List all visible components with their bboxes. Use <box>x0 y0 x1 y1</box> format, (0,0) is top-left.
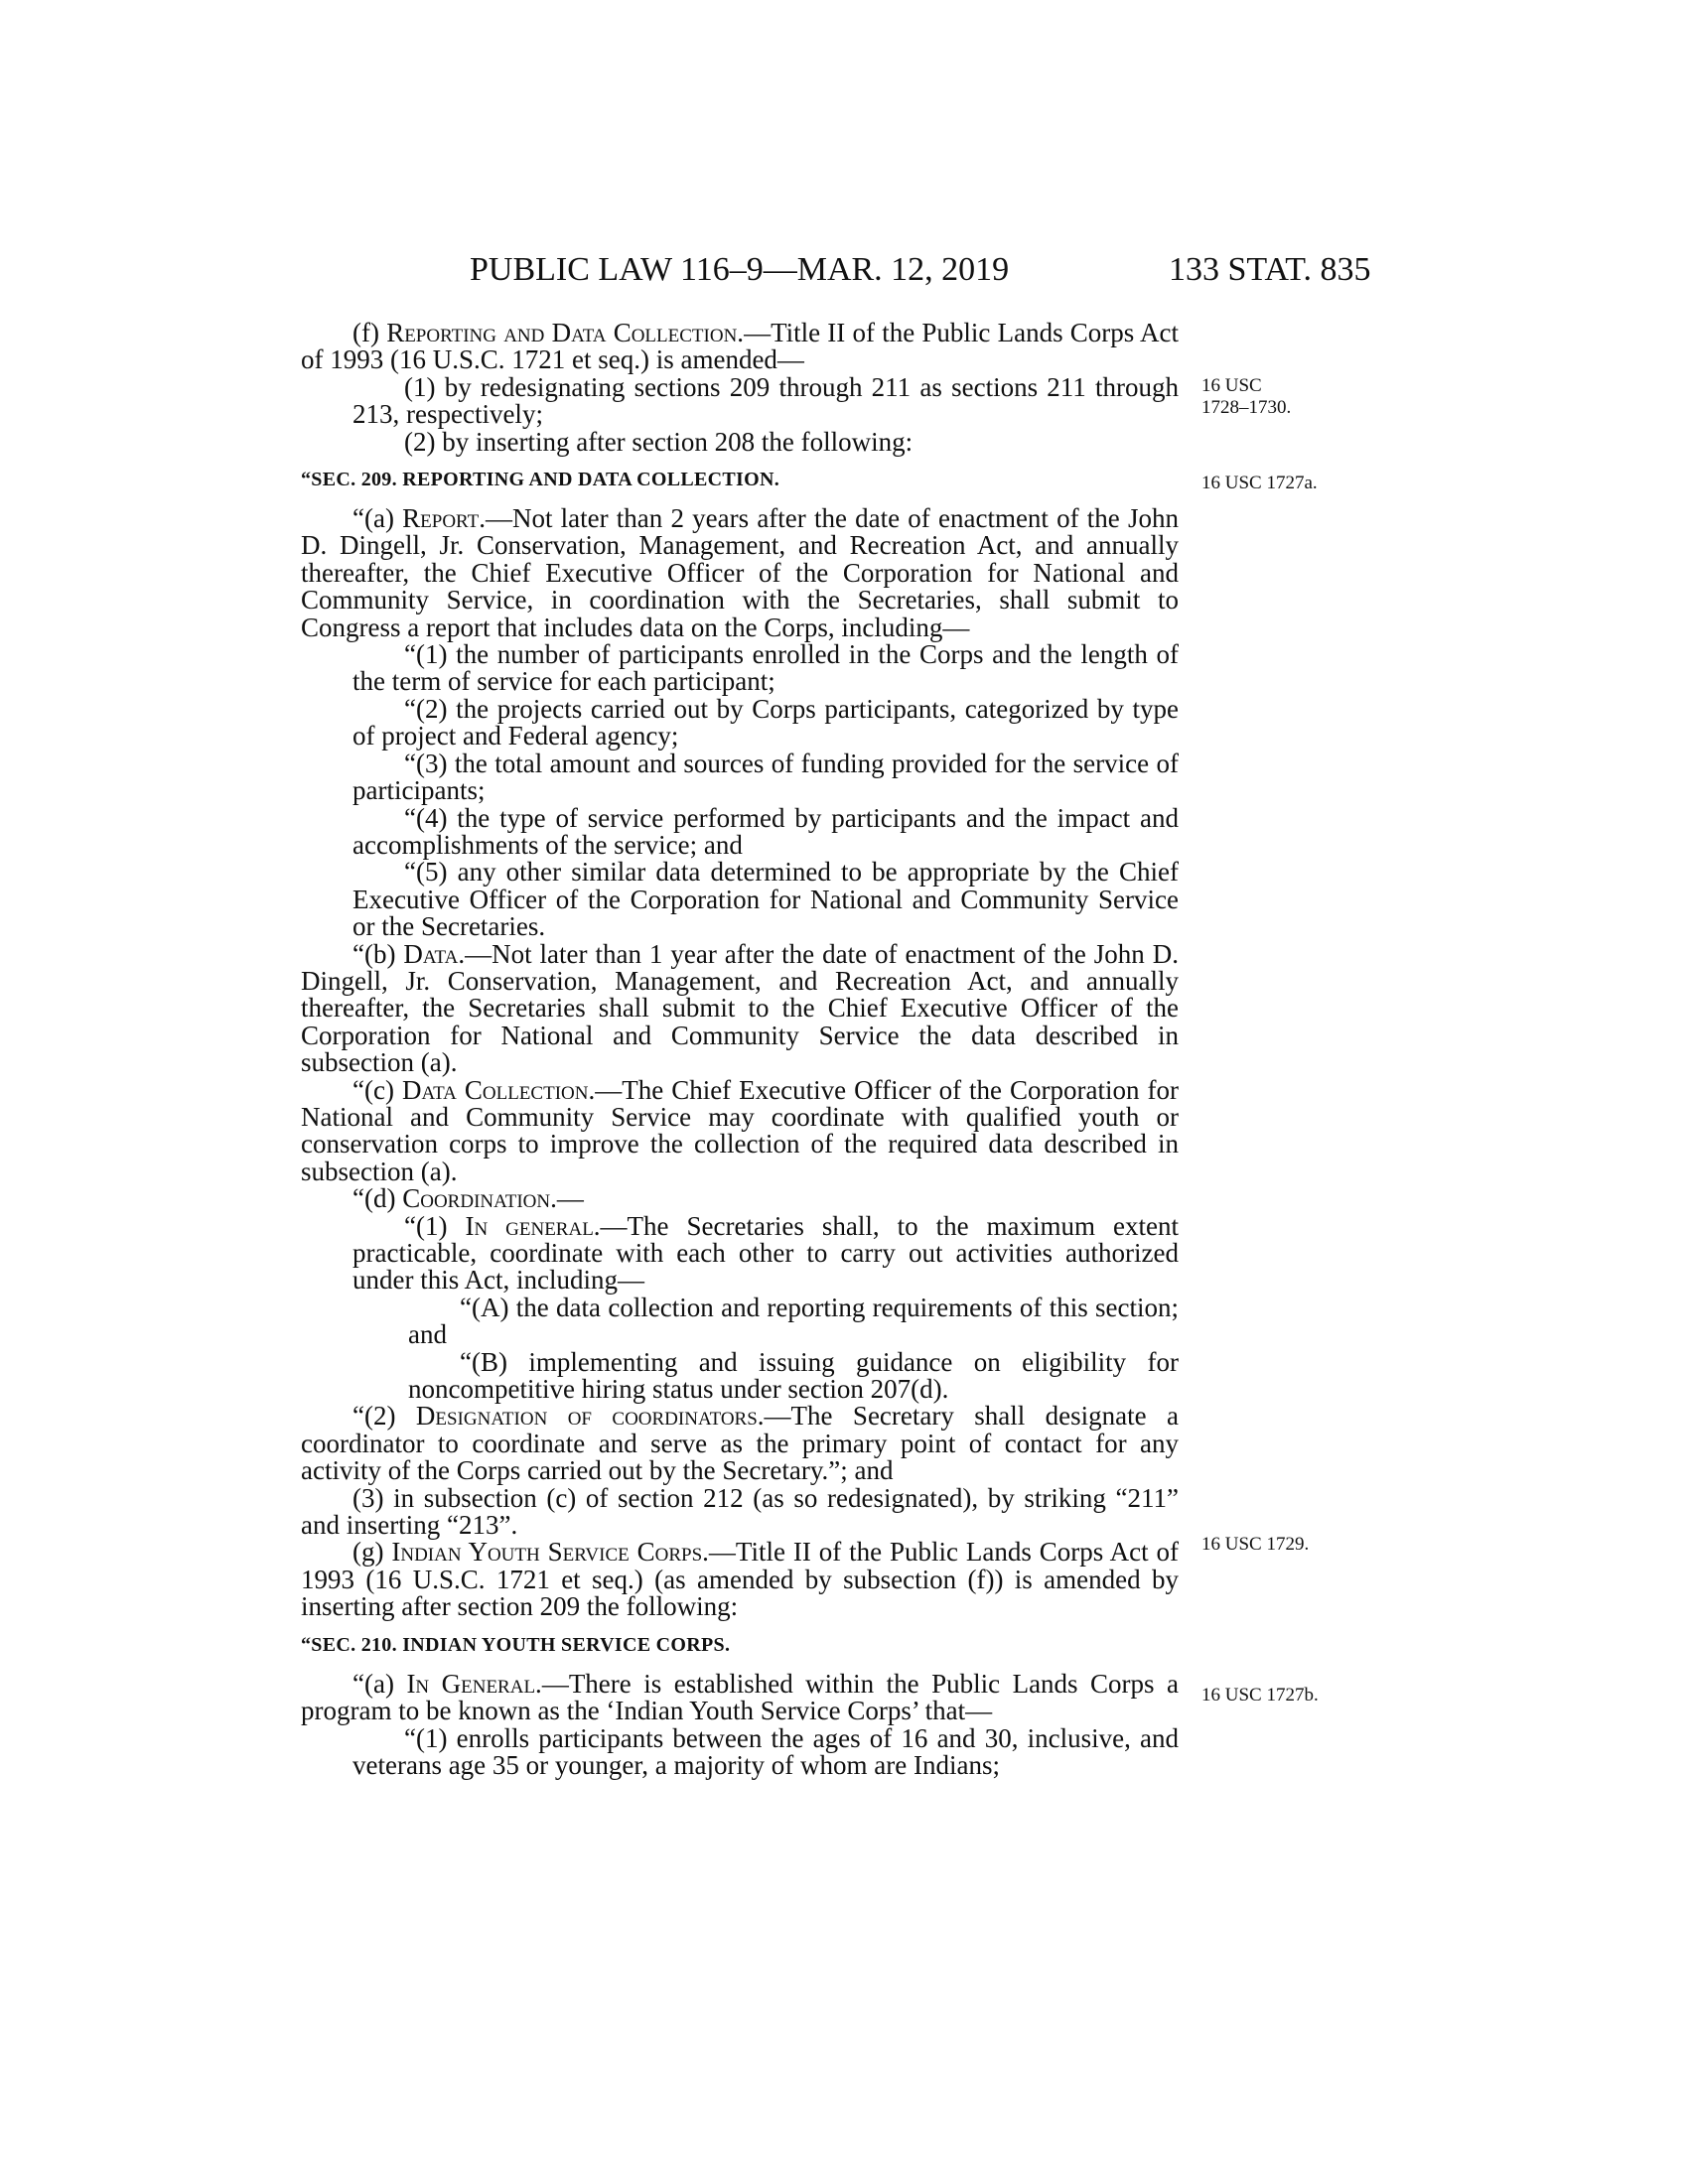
margin-note-line: 16 USC <box>1201 375 1262 396</box>
paragraph-209-a-3: “(3) the total amount and sources of funding provided for the service of participants; <box>352 748 1179 806</box>
paragraph-f <box>301 320 1179 374</box>
main-text-column <box>301 320 1179 1779</box>
paragraph-209-a <box>301 505 1179 641</box>
margin-note-4: 16 USC 1727b. <box>1201 1685 1319 1706</box>
para-text: —There is established within the Public Lands Corps a program to be known as the ‘Indian Youth Service Corps’ that— <box>301 1668 1179 1726</box>
paragraph-209-d <box>301 1185 1179 1212</box>
para-text: —The Chief Executive Officer of the Corporation for National and Community Service may coordinate with qualified youth or conservation corps to improve the collection of the required data described in subsection (a). <box>301 1074 1179 1186</box>
para-text: —Title II of the Public Lands Corps Act of 1993 (16 U.S.C. 1721 et seq.) is amended— <box>301 318 1179 375</box>
section-210-heading: “SEC. 210. INDIAN YOUTH SERVICE CORPS. <box>301 1633 731 1656</box>
paragraph-209-d-1-B: “(B) implementing and issuing guidance on eligibility for noncompetitive hiring status under section 207(d). <box>408 1346 1179 1405</box>
para-text: — <box>556 1183 584 1214</box>
paragraph-209-b <box>301 938 1179 1078</box>
section-209-heading: “SEC. 209. REPORTING AND DATA COLLECTION. <box>301 469 780 491</box>
para-text: —Not later than 2 years after the date of enactment of the John D. Dingell, Jr. Conservation, Management, and Recreation Act, and annually thereafter, the Chief Executive Officer of the Corporation for National and Community Service, in coordination with the Secretaries, shall submit to Congress a report that includes data on the Corps, including— <box>301 503 1179 642</box>
caption: Data Collection. <box>401 1074 596 1105</box>
para-label: “(b) <box>352 938 404 969</box>
caption: In General. <box>406 1668 542 1699</box>
caption: Data. <box>403 938 466 969</box>
caption: Indian Youth Service Corps. <box>391 1537 709 1568</box>
paragraph-209-d-1 <box>301 1210 1179 1296</box>
margin-note-line: 1728–1730. <box>1201 397 1292 418</box>
paragraph-209-a-2: “(2) the projects carried out by Corps participants, categorized by type of project and Federal agency; <box>352 693 1179 751</box>
para-label: “(a) <box>352 1668 407 1699</box>
paragraph-f-1: (1) by redesignating sections 209 through 211 as sections 211 through 213, respectively; <box>352 371 1179 430</box>
caption: Reporting and Data Collection. <box>386 318 745 347</box>
paragraph-f-2: (2) by inserting after section 208 the following: <box>404 426 914 457</box>
para-text: —Title II of the Public Lands Corps Act of 1993 (16 U.S.C. 1721 et seq.) (as amended by subsection (f)) is amended by inserting after section 209 the following: <box>301 1537 1179 1622</box>
header-title: PUBLIC LAW 116–9—MAR. 12, 2019 <box>470 251 1010 288</box>
margin-note-3: 16 USC 1729. <box>1201 1534 1310 1555</box>
margin-note-1 <box>1201 375 1291 419</box>
para-label: (f) <box>352 318 387 347</box>
para-text: —The Secretary shall designate a coordinator to coordinate and serve as the primary point of contact for any activity of the Corps carried out by the Secretary.”; and <box>301 1401 1179 1486</box>
para-text: —The Secretaries shall, to the maximum extent practicable, coordinate with each other to carry out activities authorized under this Act, including— <box>352 1210 1179 1296</box>
caption: In general. <box>465 1210 601 1241</box>
page-header <box>0 250 1688 290</box>
caption: Report. <box>402 503 486 534</box>
paragraph-f-3: (3) in subsection (c) of section 212 (as so redesignated), by striking “211” and inserting “213”. <box>301 1482 1179 1541</box>
caption: Coordination. <box>402 1183 557 1214</box>
caption: Designation of coordinators. <box>415 1401 765 1432</box>
paragraph-209-a-4: “(4) the type of service performed by participants and the impact and accomplishments of the service; and <box>352 802 1179 860</box>
header-page-number: 133 STAT. 835 <box>1169 251 1371 288</box>
para-text: —Not later than 1 year after the date of enactment of the John D. Dingell, Jr. Conservation, Management, and Recreation Act, and annually thereafter, the Secretaries shall submit to the Chief Executive Officer of the Corporation for National and Community Service the data described in subsection (a). <box>301 938 1179 1078</box>
para-label: (g) <box>352 1537 392 1568</box>
paragraph-209-a-5: “(5) any other similar data determined to be appropriate by the Chief Executive Officer of the Corporation for National and Community Service or the Secretaries. <box>352 857 1179 942</box>
para-label: “(d) <box>352 1183 403 1214</box>
paragraph-210-a <box>301 1668 1179 1726</box>
para-label: “(2) <box>352 1401 416 1432</box>
para-label: “(a) <box>352 503 403 534</box>
paragraph-209-a-1: “(1) the number of participants enrolled in the Corps and the length of the term of service for each participant; <box>352 639 1179 697</box>
paragraph-g <box>301 1539 1179 1620</box>
para-label: “(c) <box>352 1074 402 1105</box>
para-label: “(1) <box>404 1210 466 1241</box>
paragraph-209-d-1-A: “(A) the data collection and reporting requirements of this section; and <box>408 1292 1179 1350</box>
margin-note-2: 16 USC 1727a. <box>1201 473 1318 493</box>
paragraph-209-d-2 <box>301 1403 1179 1484</box>
paragraph-209-c <box>301 1074 1179 1186</box>
paragraph-210-a-1: “(1) enrolls participants between the ages of 16 and 30, inclusive, and veterans age 35 or younger, a majority of whom are Indians; <box>352 1722 1179 1780</box>
